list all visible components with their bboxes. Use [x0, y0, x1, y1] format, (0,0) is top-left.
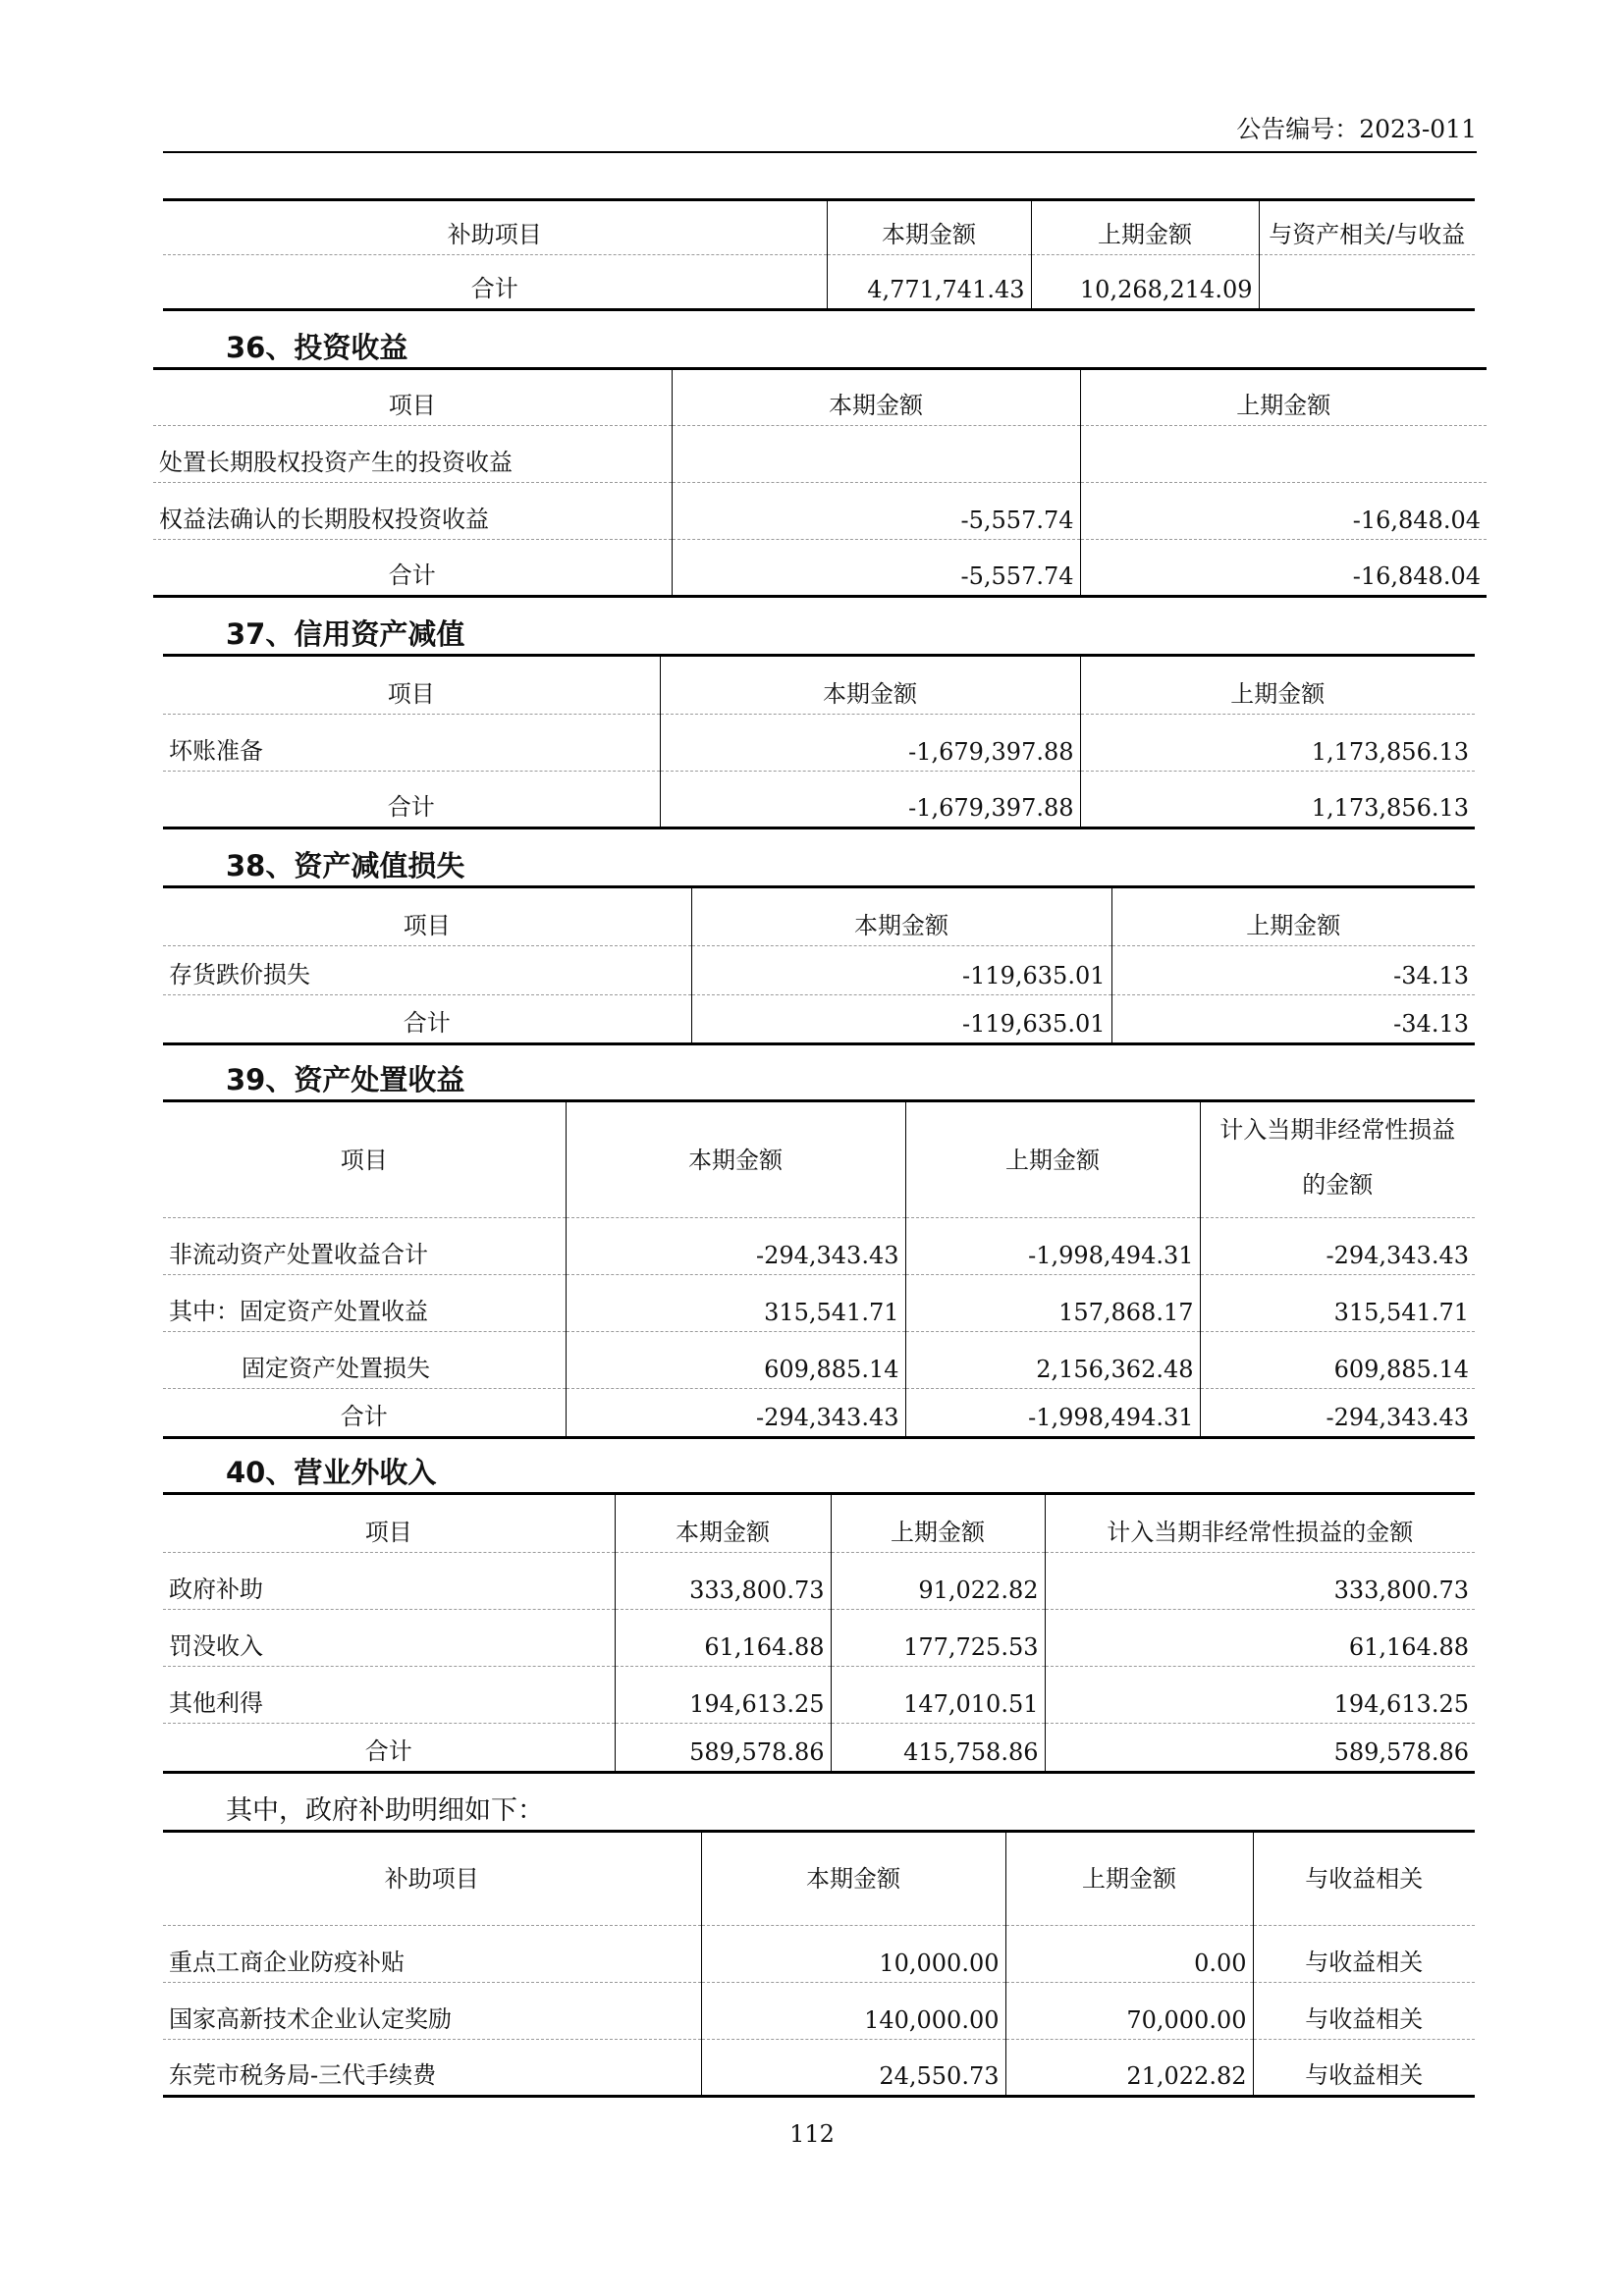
row-label: 坏账准备	[163, 715, 660, 772]
current-amount: -119,635.01	[691, 946, 1111, 995]
page-header	[163, 116, 1477, 153]
total-current: 4,771,741.43	[827, 255, 1031, 310]
current-amount	[672, 426, 1080, 483]
prior-amount: 157,868.17	[905, 1275, 1200, 1332]
row-label: 国家高新技术企业认定奖励	[163, 1983, 701, 2040]
nonrecurring-amount: 61,164.88	[1045, 1610, 1475, 1667]
header-cell: 补助项目	[163, 200, 827, 255]
current-amount: -5,557.74	[672, 483, 1080, 540]
relation-cell: 与收益相关	[1253, 2040, 1475, 2097]
row-label: 非流动资产处置收益合计	[163, 1218, 566, 1275]
section-title-39: 39、资产处置收益	[226, 1063, 465, 1096]
row-label: 政府补助	[163, 1553, 615, 1610]
total-prior: -1,998,494.31	[905, 1389, 1200, 1438]
current-amount: 61,164.88	[615, 1610, 831, 1667]
current-amount: 24,550.73	[701, 2040, 1005, 2097]
prior-amount: -16,848.04	[1080, 483, 1487, 540]
header-cell: 本期金额	[672, 369, 1080, 426]
prior-amount: 147,010.51	[831, 1667, 1045, 1724]
prior-amount: 21,022.82	[1005, 2040, 1253, 2097]
total-nonrecurring: 589,578.86	[1045, 1724, 1475, 1773]
prior-amount: 91,022.82	[831, 1553, 1045, 1610]
current-amount: 315,541.71	[566, 1275, 905, 1332]
row-label: 重点工商企业防疫补贴	[163, 1926, 701, 1983]
credit-impairment-table	[163, 654, 1475, 829]
total-prior: -34.13	[1111, 995, 1475, 1044]
section-title-36: 36、投资收益	[226, 331, 408, 364]
current-amount: 140,000.00	[701, 1983, 1005, 2040]
nonrecurring-amount: 315,541.71	[1200, 1275, 1475, 1332]
header-cell: 项目	[163, 1101, 566, 1218]
total-label: 合计	[163, 995, 691, 1044]
total-current: 589,578.86	[615, 1724, 831, 1773]
subsidy-detail-note: 其中，政府补助明细如下：	[226, 1795, 544, 1826]
prior-amount: 1,173,856.13	[1080, 715, 1475, 772]
header-cell: 补助项目	[163, 1832, 701, 1926]
prior-amount: -34.13	[1111, 946, 1475, 995]
total-label: 合计	[163, 772, 660, 828]
announcement-number: 公告编号：2023-011	[1236, 115, 1477, 143]
header-line-1: 计入当期非经常性损益	[1219, 1116, 1456, 1144]
asset-impairment-table	[163, 885, 1475, 1045]
nonrecurring-amount: 609,885.14	[1200, 1332, 1475, 1389]
nonrecurring-amount: 194,613.25	[1045, 1667, 1475, 1724]
total-current: -294,343.43	[566, 1389, 905, 1438]
header-cell: 计入当期非经常性损益的金额	[1045, 1494, 1475, 1553]
row-label: 固定资产处置损失	[163, 1332, 566, 1389]
header-cell: 上期金额	[1080, 656, 1475, 715]
total-prior: 415,758.86	[831, 1724, 1045, 1773]
row-label: 东莞市税务局-三代手续费	[163, 2040, 701, 2097]
total-prior: 10,268,214.09	[1031, 255, 1259, 310]
header-cell: 项目	[163, 1494, 615, 1553]
row-label: 其他利得	[163, 1667, 615, 1724]
nonrecurring-amount: 333,800.73	[1045, 1553, 1475, 1610]
total-current: -119,635.01	[691, 995, 1111, 1044]
header-cell: 上期金额	[1111, 887, 1475, 946]
row-label: 处置长期股权投资产生的投资收益	[153, 426, 672, 483]
prior-amount: 70,000.00	[1005, 1983, 1253, 2040]
section-title-40: 40、营业外收入	[226, 1456, 437, 1489]
row-label: 罚没收入	[163, 1610, 615, 1667]
current-amount: -1,679,397.88	[660, 715, 1080, 772]
prior-amount: 2,156,362.48	[905, 1332, 1200, 1389]
header-cell: 上期金额	[831, 1494, 1045, 1553]
row-label: 其中：固定资产处置收益	[163, 1275, 566, 1332]
prior-amount: 0.00	[1005, 1926, 1253, 1983]
header-cell-nonrecurring	[1200, 1101, 1475, 1218]
government-subsidy-detail-table	[163, 1830, 1475, 2098]
header-cell: 上期金额	[905, 1101, 1200, 1218]
current-amount: 194,613.25	[615, 1667, 831, 1724]
total-label: 合计	[163, 255, 827, 310]
total-current: -1,679,397.88	[660, 772, 1080, 828]
subsidy-total-table	[163, 198, 1475, 311]
prior-amount	[1080, 426, 1487, 483]
total-nonrecurring: -294,343.43	[1200, 1389, 1475, 1438]
header-cell: 本期金额	[701, 1832, 1005, 1926]
prior-amount: 177,725.53	[831, 1610, 1045, 1667]
header-cell: 上期金额	[1080, 369, 1487, 426]
header-cell: 本期金额	[691, 887, 1111, 946]
total-prior: -16,848.04	[1080, 540, 1487, 597]
non-operating-income-table	[163, 1492, 1475, 1774]
header-cell: 与资产相关/与收益	[1259, 200, 1475, 255]
header-line-2: 的金额	[1302, 1171, 1374, 1199]
current-amount: 10,000.00	[701, 1926, 1005, 1983]
total-relation	[1259, 255, 1475, 310]
current-amount: -294,343.43	[566, 1218, 905, 1275]
current-amount: 609,885.14	[566, 1332, 905, 1389]
header-cell: 上期金额	[1005, 1832, 1253, 1926]
asset-disposal-table	[163, 1099, 1475, 1439]
header-cell: 上期金额	[1031, 200, 1259, 255]
page-number: 112	[789, 2120, 835, 2148]
section-title-38: 38、资产减值损失	[226, 849, 465, 882]
row-label: 权益法确认的长期股权投资收益	[153, 483, 672, 540]
section-title-37: 37、信用资产减值	[226, 617, 465, 651]
prior-amount: -1,998,494.31	[905, 1218, 1200, 1275]
total-label: 合计	[163, 1389, 566, 1438]
relation-cell: 与收益相关	[1253, 1983, 1475, 2040]
total-label: 合计	[163, 1724, 615, 1773]
header-cell: 本期金额	[566, 1101, 905, 1218]
header-cell: 项目	[163, 887, 691, 946]
header-cell: 本期金额	[660, 656, 1080, 715]
header-cell: 本期金额	[827, 200, 1031, 255]
header-cell: 与收益相关	[1253, 1832, 1475, 1926]
header-cell: 本期金额	[615, 1494, 831, 1553]
relation-cell: 与收益相关	[1253, 1926, 1475, 1983]
total-label: 合计	[153, 540, 672, 597]
row-label: 存货跌价损失	[163, 946, 691, 995]
header-cell: 项目	[163, 656, 660, 715]
nonrecurring-amount: -294,343.43	[1200, 1218, 1475, 1275]
total-prior: 1,173,856.13	[1080, 772, 1475, 828]
current-amount: 333,800.73	[615, 1553, 831, 1610]
investment-income-table	[153, 367, 1487, 598]
total-current: -5,557.74	[672, 540, 1080, 597]
header-cell: 项目	[153, 369, 672, 426]
